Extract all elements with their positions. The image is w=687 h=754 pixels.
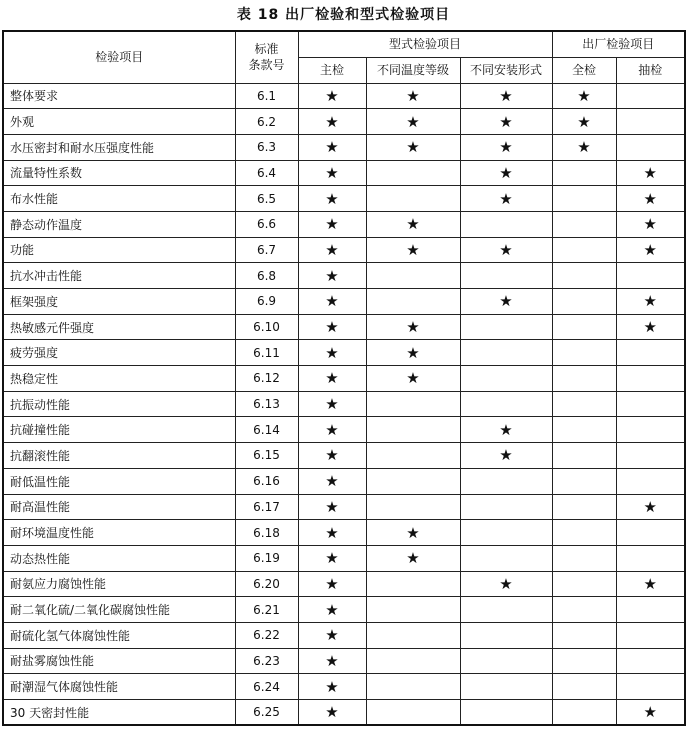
- table-row: [3, 366, 685, 392]
- clause-number: 6.8: [235, 263, 298, 289]
- empty-cell: [460, 340, 552, 366]
- empty-cell: [366, 160, 460, 186]
- clause-number: 6.22: [235, 622, 298, 648]
- star-icon: ★: [460, 571, 552, 597]
- star-icon: ★: [616, 571, 685, 597]
- item-name: 抗水冲击性能: [3, 263, 235, 289]
- star-icon: ★: [460, 160, 552, 186]
- empty-cell: [552, 622, 616, 648]
- star-icon: ★: [460, 237, 552, 263]
- table-row: [3, 134, 685, 160]
- clause-number: 6.13: [235, 391, 298, 417]
- star-icon: ★: [366, 211, 460, 237]
- star-icon: ★: [460, 134, 552, 160]
- clause-number: 6.20: [235, 571, 298, 597]
- star-icon: ★: [298, 134, 366, 160]
- star-icon: ★: [366, 366, 460, 392]
- star-icon: ★: [616, 186, 685, 212]
- star-icon: ★: [298, 109, 366, 135]
- clause-number: 6.2: [235, 109, 298, 135]
- empty-cell: [552, 340, 616, 366]
- table-row: [3, 160, 685, 186]
- table-row: [3, 468, 685, 494]
- item-name: 外观: [3, 109, 235, 135]
- star-icon: ★: [298, 263, 366, 289]
- empty-cell: [460, 520, 552, 546]
- table-row: [3, 494, 685, 520]
- empty-cell: [552, 648, 616, 674]
- star-icon: ★: [298, 314, 366, 340]
- star-icon: ★: [298, 211, 366, 237]
- empty-cell: [616, 622, 685, 648]
- empty-cell: [616, 83, 685, 109]
- star-icon: ★: [366, 83, 460, 109]
- table-row: [3, 391, 685, 417]
- star-icon: ★: [616, 237, 685, 263]
- header-col-full: 全检: [552, 57, 616, 83]
- header-clause-line1: 标准: [254, 42, 279, 57]
- empty-cell: [366, 494, 460, 520]
- empty-cell: [616, 648, 685, 674]
- star-icon: ★: [298, 648, 366, 674]
- clause-number: 6.10: [235, 314, 298, 340]
- empty-cell: [366, 391, 460, 417]
- item-name: 框架强度: [3, 289, 235, 315]
- item-name: 30 天密封性能: [3, 700, 235, 726]
- item-name: 耐氨应力腐蚀性能: [3, 571, 235, 597]
- star-icon: ★: [366, 237, 460, 263]
- star-icon: ★: [298, 160, 366, 186]
- star-icon: ★: [298, 83, 366, 109]
- star-icon: ★: [616, 700, 685, 726]
- star-icon: ★: [460, 83, 552, 109]
- clause-number: 6.12: [235, 366, 298, 392]
- empty-cell: [552, 160, 616, 186]
- empty-cell: [366, 417, 460, 443]
- item-name: 耐潮湿气体腐蚀性能: [3, 674, 235, 700]
- table-row: [3, 211, 685, 237]
- header-clause: [235, 31, 298, 83]
- table-row: [3, 83, 685, 109]
- star-icon: ★: [616, 289, 685, 315]
- item-name: 静态动作温度: [3, 211, 235, 237]
- star-icon: ★: [298, 520, 366, 546]
- empty-cell: [552, 314, 616, 340]
- empty-cell: [366, 622, 460, 648]
- empty-cell: [460, 211, 552, 237]
- empty-cell: [366, 263, 460, 289]
- empty-cell: [552, 545, 616, 571]
- empty-cell: [552, 468, 616, 494]
- empty-cell: [552, 237, 616, 263]
- empty-cell: [460, 314, 552, 340]
- star-icon: ★: [366, 340, 460, 366]
- clause-number: 6.1: [235, 83, 298, 109]
- table-row: [3, 340, 685, 366]
- star-icon: ★: [298, 468, 366, 494]
- empty-cell: [616, 366, 685, 392]
- header-factory-group: 出厂检验项目: [552, 31, 685, 57]
- star-icon: ★: [552, 134, 616, 160]
- empty-cell: [552, 443, 616, 469]
- item-name: 流量特性系数: [3, 160, 235, 186]
- star-icon: ★: [460, 417, 552, 443]
- star-icon: ★: [298, 571, 366, 597]
- star-icon: ★: [298, 674, 366, 700]
- table-row: [3, 571, 685, 597]
- empty-cell: [616, 109, 685, 135]
- item-name: 动态热性能: [3, 545, 235, 571]
- item-name: 抗翻滚性能: [3, 443, 235, 469]
- table-row: [3, 186, 685, 212]
- header-type-group: 型式检验项目: [298, 31, 552, 57]
- star-icon: ★: [298, 417, 366, 443]
- clause-number: 6.15: [235, 443, 298, 469]
- empty-cell: [552, 289, 616, 315]
- item-name: 耐硫化氢气体腐蚀性能: [3, 622, 235, 648]
- star-icon: ★: [552, 83, 616, 109]
- empty-cell: [552, 494, 616, 520]
- empty-cell: [460, 648, 552, 674]
- clause-number: 6.6: [235, 211, 298, 237]
- star-icon: ★: [298, 494, 366, 520]
- clause-number: 6.11: [235, 340, 298, 366]
- header-col-install-form: 不同安装形式: [460, 57, 552, 83]
- empty-cell: [616, 597, 685, 623]
- empty-cell: [366, 289, 460, 315]
- empty-cell: [552, 417, 616, 443]
- empty-cell: [460, 366, 552, 392]
- star-icon: ★: [366, 109, 460, 135]
- empty-cell: [460, 391, 552, 417]
- empty-cell: [552, 211, 616, 237]
- empty-cell: [552, 571, 616, 597]
- empty-cell: [460, 597, 552, 623]
- clause-number: 6.21: [235, 597, 298, 623]
- empty-cell: [552, 700, 616, 726]
- clause-number: 6.4: [235, 160, 298, 186]
- star-icon: ★: [366, 520, 460, 546]
- table-row: [3, 314, 685, 340]
- star-icon: ★: [616, 211, 685, 237]
- item-name: 耐二氧化硫/二氧化碳腐蚀性能: [3, 597, 235, 623]
- star-icon: ★: [552, 109, 616, 135]
- star-icon: ★: [460, 186, 552, 212]
- empty-cell: [552, 674, 616, 700]
- empty-cell: [366, 186, 460, 212]
- header-clause-line2: 条款号: [248, 58, 285, 73]
- star-icon: ★: [298, 340, 366, 366]
- star-icon: ★: [460, 443, 552, 469]
- star-icon: ★: [616, 494, 685, 520]
- table-row: [3, 109, 685, 135]
- table-header: [3, 31, 685, 83]
- star-icon: ★: [616, 314, 685, 340]
- item-name: 水压密封和耐水压强度性能: [3, 134, 235, 160]
- empty-cell: [366, 468, 460, 494]
- empty-cell: [366, 597, 460, 623]
- star-icon: ★: [298, 700, 366, 726]
- clause-number: 6.24: [235, 674, 298, 700]
- item-name: 抗碰撞性能: [3, 417, 235, 443]
- star-icon: ★: [298, 545, 366, 571]
- empty-cell: [366, 700, 460, 726]
- clause-number: 6.18: [235, 520, 298, 546]
- item-name: 耐高温性能: [3, 494, 235, 520]
- table-row: [3, 674, 685, 700]
- star-icon: ★: [460, 289, 552, 315]
- empty-cell: [552, 366, 616, 392]
- table-row: [3, 263, 685, 289]
- empty-cell: [616, 391, 685, 417]
- item-name: 布水性能: [3, 186, 235, 212]
- empty-cell: [366, 443, 460, 469]
- empty-cell: [616, 545, 685, 571]
- header-col-main: 主检: [298, 57, 366, 83]
- empty-cell: [616, 674, 685, 700]
- star-icon: ★: [616, 160, 685, 186]
- star-icon: ★: [298, 237, 366, 263]
- item-name: 热敏感元件强度: [3, 314, 235, 340]
- table-row: [3, 700, 685, 726]
- empty-cell: [616, 340, 685, 366]
- empty-cell: [616, 520, 685, 546]
- table-row: [3, 289, 685, 315]
- empty-cell: [552, 186, 616, 212]
- empty-cell: [460, 494, 552, 520]
- header-col-temp-grade: 不同温度等级: [366, 57, 460, 83]
- empty-cell: [552, 263, 616, 289]
- item-name: 耐盐雾腐蚀性能: [3, 648, 235, 674]
- clause-number: 6.25: [235, 700, 298, 726]
- table-row: [3, 648, 685, 674]
- empty-cell: [460, 545, 552, 571]
- item-name: 整体要求: [3, 83, 235, 109]
- header-item: 检验项目: [3, 31, 235, 83]
- table-row: [3, 417, 685, 443]
- table-row: [3, 237, 685, 263]
- clause-number: 6.3: [235, 134, 298, 160]
- star-icon: ★: [298, 622, 366, 648]
- clause-number: 6.7: [235, 237, 298, 263]
- empty-cell: [460, 674, 552, 700]
- empty-cell: [366, 674, 460, 700]
- star-icon: ★: [298, 597, 366, 623]
- header-col-sample: 抽检: [616, 57, 685, 83]
- table-row: [3, 622, 685, 648]
- empty-cell: [552, 391, 616, 417]
- star-icon: ★: [460, 109, 552, 135]
- item-name: 耐环境温度性能: [3, 520, 235, 546]
- item-name: 功能: [3, 237, 235, 263]
- empty-cell: [366, 648, 460, 674]
- empty-cell: [616, 263, 685, 289]
- clause-number: 6.5: [235, 186, 298, 212]
- empty-cell: [460, 622, 552, 648]
- clause-number: 6.19: [235, 545, 298, 571]
- clause-number: 6.16: [235, 468, 298, 494]
- item-name: 疲劳强度: [3, 340, 235, 366]
- star-icon: ★: [298, 186, 366, 212]
- star-icon: ★: [298, 366, 366, 392]
- star-icon: ★: [298, 391, 366, 417]
- empty-cell: [616, 417, 685, 443]
- empty-cell: [616, 468, 685, 494]
- item-name: 热稳定性: [3, 366, 235, 392]
- clause-number: 6.9: [235, 289, 298, 315]
- star-icon: ★: [366, 314, 460, 340]
- table-title: 表 18 出厂检验和型式检验项目: [236, 7, 451, 23]
- star-icon: ★: [298, 289, 366, 315]
- table-body: [3, 83, 685, 725]
- item-name: 抗振动性能: [3, 391, 235, 417]
- star-icon: ★: [298, 443, 366, 469]
- table-row: [3, 520, 685, 546]
- empty-cell: [460, 263, 552, 289]
- empty-cell: [616, 443, 685, 469]
- empty-cell: [460, 468, 552, 494]
- star-icon: ★: [366, 134, 460, 160]
- empty-cell: [460, 700, 552, 726]
- inspection-table: [2, 30, 686, 726]
- empty-cell: [366, 571, 460, 597]
- clause-number: 6.17: [235, 494, 298, 520]
- empty-cell: [552, 597, 616, 623]
- clause-number: 6.14: [235, 417, 298, 443]
- clause-number: 6.23: [235, 648, 298, 674]
- item-name: 耐低温性能: [3, 468, 235, 494]
- table-row: [3, 597, 685, 623]
- table-row: [3, 443, 685, 469]
- table-row: [3, 545, 685, 571]
- star-icon: ★: [366, 545, 460, 571]
- empty-cell: [552, 520, 616, 546]
- empty-cell: [616, 134, 685, 160]
